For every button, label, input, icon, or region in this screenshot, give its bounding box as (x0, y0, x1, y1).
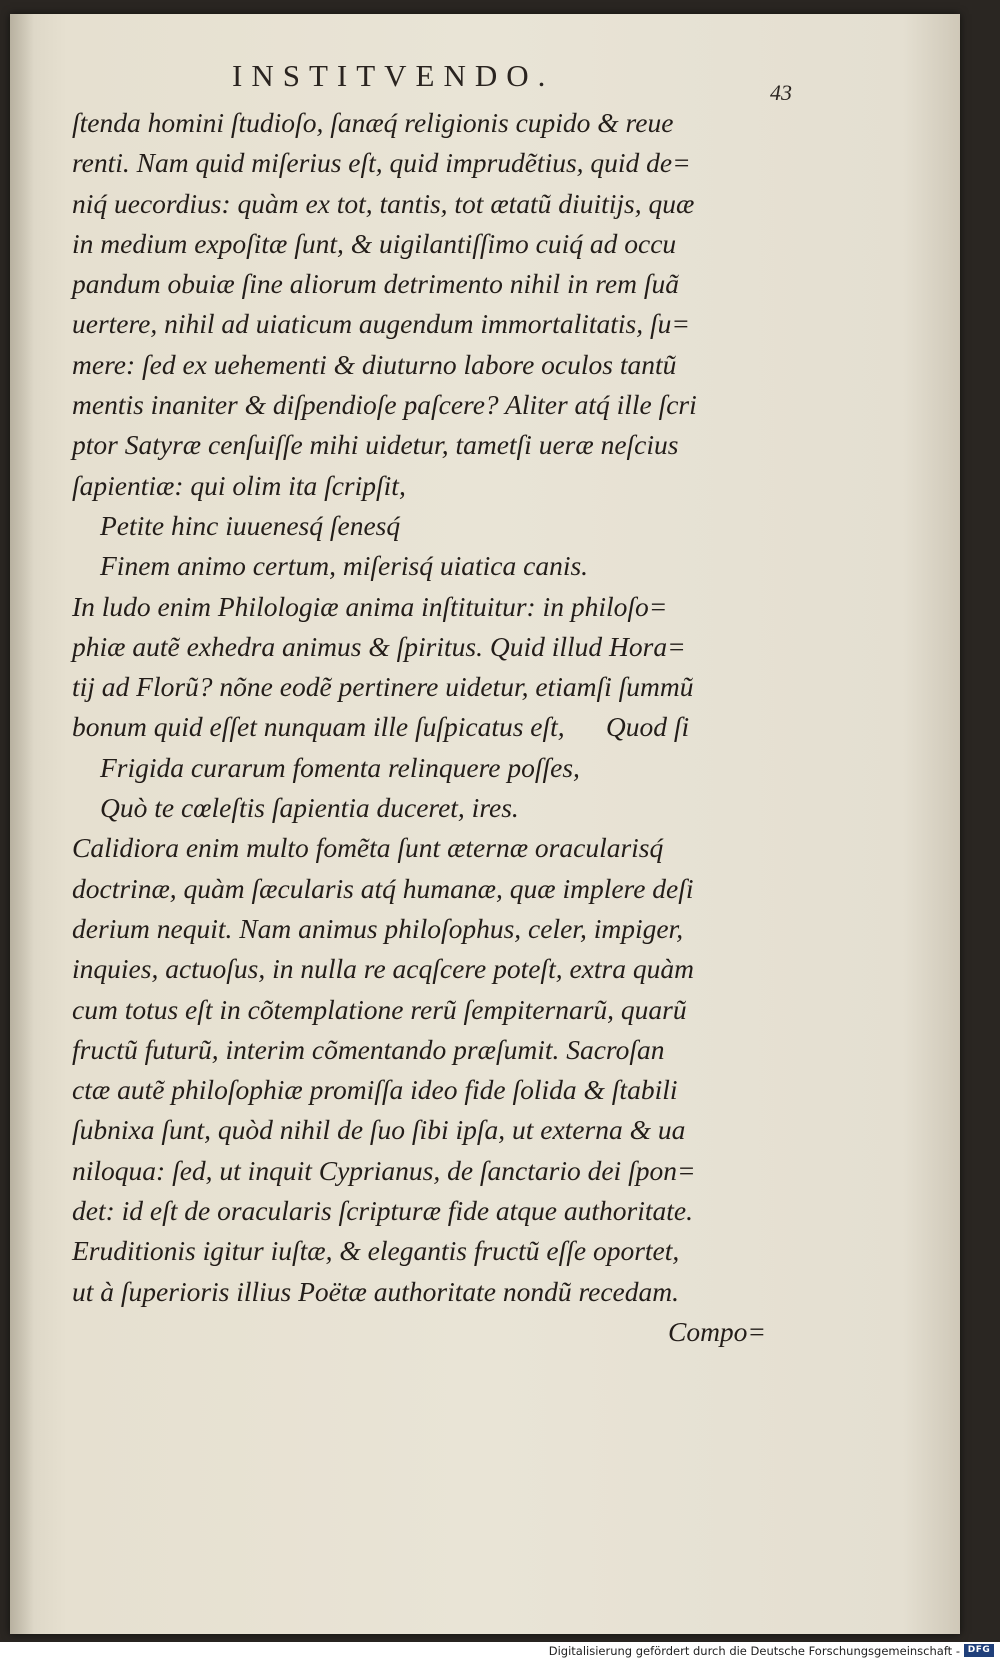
text-line: ſubnixa ſunt, quòd nihil de ſuo ſibi ipſa, ut externa & ua (72, 1114, 686, 1146)
text-line: niq́ uecordius: quàm ex tot, tantis, tot ætatũ diuitijs, quæ (72, 187, 695, 219)
text-line: Eruditionis igitur iuſtæ, & elegantis fructũ eſſe oportet, (72, 1235, 680, 1267)
text-line: doctrinæ, quàm ſæcularis atq́ humanæ, quæ implere deſi (72, 872, 694, 904)
text-line: ptor Satyræ cenſuiſſe mihi uidetur, tametſi ueræ neſcius (72, 429, 679, 461)
text-line: cum totus eſt in cõtemplatione rerũ ſempiternarũ, quarũ (72, 993, 687, 1025)
text-line: mentis inaniter & diſpendioſe paſcere? Aliter atq́ ille ſcri (72, 389, 697, 421)
text-line: niloqua: ſed, ut inquit Cyprianus, de ſanctario dei ſpon= (72, 1154, 696, 1186)
text-line: derium nequit. Nam animus philoſophus, celer, impiger, (72, 912, 684, 944)
running-head: INSTITVENDO. (232, 58, 555, 93)
verse-line: Petite hinc iuuenesq́ ſenesq́ (100, 509, 401, 541)
text-line: ſtenda homini ſtudioſo, ſanæq́ religionis cupido & reue (72, 107, 674, 138)
text-line: renti. Nam quid miſerius eſt, quid imprudẽtius, quid de= (72, 147, 691, 179)
text-line: fructũ futurũ, interim cõmentando præſumit. Sacroſan (72, 1033, 665, 1065)
text-line: phiæ autẽ exhedra animus & ſpiritus. Quid illud Hora= (72, 630, 686, 662)
text-line: in medium expoſitæ ſunt, & uigilantiſſimo cuiq́ ad occu (72, 227, 677, 259)
verse-line: Finem animo certum, miſerisq́ uiatica canis. (100, 550, 589, 582)
folio-number: 43 (770, 80, 792, 105)
text-line: ctæ autẽ philoſophiæ promiſſa ideo fide ſolida & ſtabili (72, 1074, 678, 1106)
text-line: ut à ſuperioris illius Poëtæ authoritate nondũ recedam. (72, 1275, 680, 1307)
text-line: uertere, nihil ad uiaticum augendum immortalitatis, ſu= (72, 308, 690, 340)
verse-line: Quò te cœleſtis ſapientia duceret, ires. (100, 792, 519, 824)
text-line: mere: ſed ex uehementi & diuturno labore oculos tantũ (72, 348, 677, 380)
text-line: tij ad Florũ? nõne eodẽ pertinere uidetur, etiamſi ſummũ (72, 671, 694, 703)
text-line: bonum quid eſſet nunquam ille ſuſpicatus eſt, Quod ſi (72, 711, 690, 743)
dfg-logo-icon: DFG (964, 1644, 994, 1657)
catchword: Compo= (667, 1315, 766, 1347)
funding-credit: Digitalisierung gefördert durch die Deutsche Forschungsgemeinschaft - (548, 1644, 960, 1658)
text-line: In ludo enim Philologiæ anima inſtituitur: in philoſo= (72, 590, 668, 622)
verse-line: Frigida curarum fomenta relinquere poſſes, (100, 751, 580, 783)
text-line: inquies, actuoſus, in nulla re acqſcere poteſt, extra quàm (72, 953, 694, 985)
body-text (72, 103, 772, 1352)
text-line: Calidiora enim multo fomẽta ſunt æternæ oracularisq́ (72, 832, 664, 864)
text-line: det: id eſt de oracularis ſcripturæ fide atque authoritate. (72, 1195, 693, 1227)
text-line: ſapientiæ: qui olim ita ſcripſit, (72, 469, 406, 501)
text-line: pandum obuiæ ſine aliorum detrimento nihil in rem ſuã (72, 268, 680, 300)
page-gutter-shadow (10, 14, 34, 1634)
